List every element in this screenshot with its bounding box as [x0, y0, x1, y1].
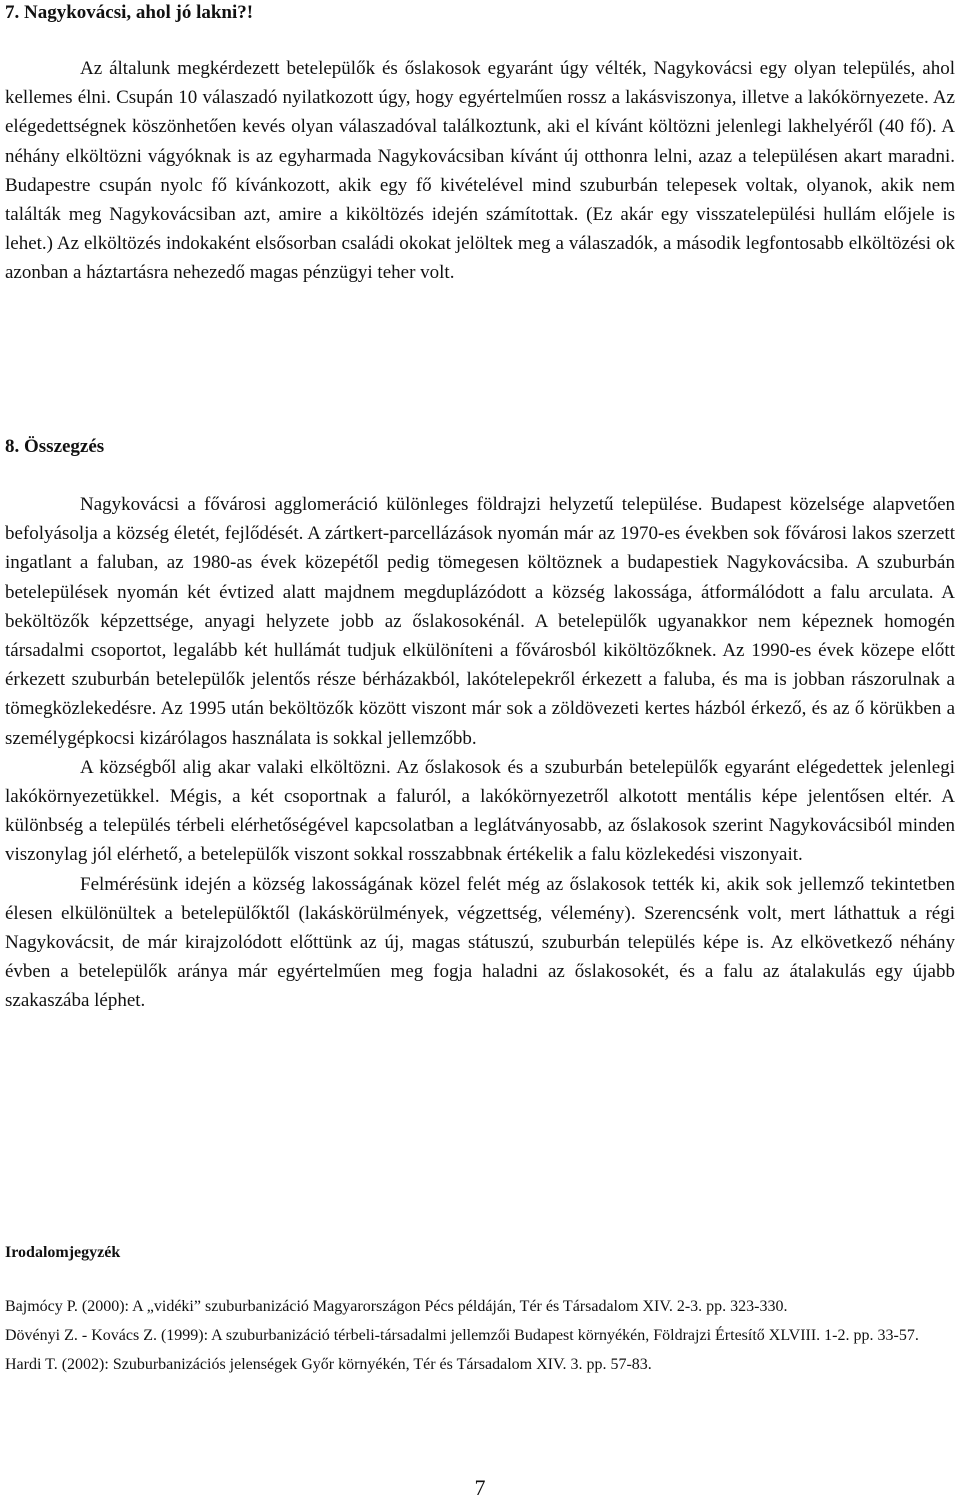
section-7-body: [5, 54, 955, 288]
reference-item: Hardi T. (2002): Szuburbanizációs jelenségek Győr környékén, Tér és Társadalom XIV. 3. pp. 57-83.: [5, 1356, 652, 1373]
references-heading: Irodalomjegyzék: [5, 1244, 121, 1261]
paragraph: A községből alig akar valaki elköltözni. Az őslakosok és a szuburbán betelepülők egyaránt elégedettek jelenlegi lakókörnyezetükkel. Mégis, a két csoportnak a faluról, a lakókörnyezetről alkotott mentális képe jelentősen eltér. A különbség a település térbeli elérhetőségével kapcsolatban a leglátványosabb, az őslakosok szerint Nagykovácsiból minden viszonylag jól elérhető, a betelepülők viszont sokkal rosszabbnak értékelik a falu közlekedési viszonyait.: [5, 756, 955, 866]
page-number: 7: [474, 1475, 486, 1500]
paragraph: Felmérésünk idején a község lakosságának közel felét még az őslakosok tették ki, akik sok jellemző tekintetben élesen elkülönültek a betelepülőktől (lakáskörülmények, végzettség, vélemény). Szerencsénk volt, mert láthattuk a régi Nagykovácsit, de már kirajzolódott előttünk az új, magas státuszú, szuburbán település képe is. Az elkövetkező néhány évben a betelepülők aránya már egyértelműen meg fogja haladni az őslakosokét, és a falu az átalakulás egy újabb szakaszába léphet.: [5, 873, 955, 1012]
section-8-body: [5, 490, 955, 1016]
paragraph: Az általunk megkérdezett betelepülők és őslakosok egyaránt úgy vélték, Nagykovácsi egy olyan település, ahol kellemes élni. Csupán 10 válaszadó nyilatkozott úgy, hogy egyértelműen rossz a lakásviszonya, illetve a lakókörnyezete. Az elégedettségnek köszönhetően kevés olyan válaszadóval találkoztunk, aki el kívánt költözni jelenlegi lakhelyéről (40 fő). A néhány elköltözni vágyóknak is az egyharmada Nagykovácsiban kívánt új otthonra lelni, azaz a településen akart maradni. Budapestre csupán nyolc fő kívánkozott, akik egy fő kivételével mind szuburbán telepesek voltak, olyanok, akik nem találták meg Nagykovácsiban azt, amire a kiköltözés idején számítottak. (Ez akár egy visszatelepülési hullám előjele is lehet.) Az elköltözés indokaként elsősorban családi okokat jelöltek meg a válaszadók, a második legfontosabb elköltözési ok azonban a háztartásra nehezedő magas pénzügyi teher volt.: [5, 58, 955, 284]
reference-item: Dövényi Z. - Kovács Z. (1999): A szuburbanizáció térbeli-társadalmi jellemzői Budapest környékén, Földrajzi Értesítő XLVIII. 1-2. pp. 33-57.: [5, 1327, 919, 1344]
reference-item: Bajmócy P. (2000): A „vidéki” szuburbanizáció Magyarországon Pécs példáján, Tér és Társadalom XIV. 2-3. pp. 323-330.: [5, 1298, 788, 1315]
reference-list: [5, 1294, 952, 1381]
paragraph: Nagykovácsi a fővárosi agglomeráció különleges földrajzi helyzetű települése. Budapest közelsége alapvetően befolyásolja a község életét, fejlődését. A zártkert-parcellázások nyomán már az 1970-es években sok fővárosi lakos szerzett ingatlant a faluban, az 1980-as évek közepétől pedig tömegesen költöznek a budapestiek Nagykovácsiba. A szuburbán betelepülések nyomán két évtized alatt majdnem megduplázódott a község lakossága, átformálódott a falu arculata. A beköltözők képzettsége, anyagi helyzete jobb az őslakosokénál. A betelepülők ugyanakkor nem képeznek homogén társadalmi csoportot, legalább két hullámát tudjuk elkülöníteni a fővárosból kiköltözőknek. Az 1990-es évek közepe előtt érkezett szuburbán betelepülők jelentős része bérházakból, lakótelepekről érkezett a faluba, és ma is jobban rászorulnak a tömegközlekedésre. Az 1995 után beköltözők között viszont már sok a zöldövezeti kertes házból érkező, és az ő körükben a személygépkocsi kizárólagos használata is sokkal jellemzőbb.: [5, 494, 955, 749]
section-heading-7: 7. Nagykovácsi, ahol jó lakni?!: [5, 2, 254, 23]
section-heading-8: 8. Összegzés: [5, 436, 105, 457]
